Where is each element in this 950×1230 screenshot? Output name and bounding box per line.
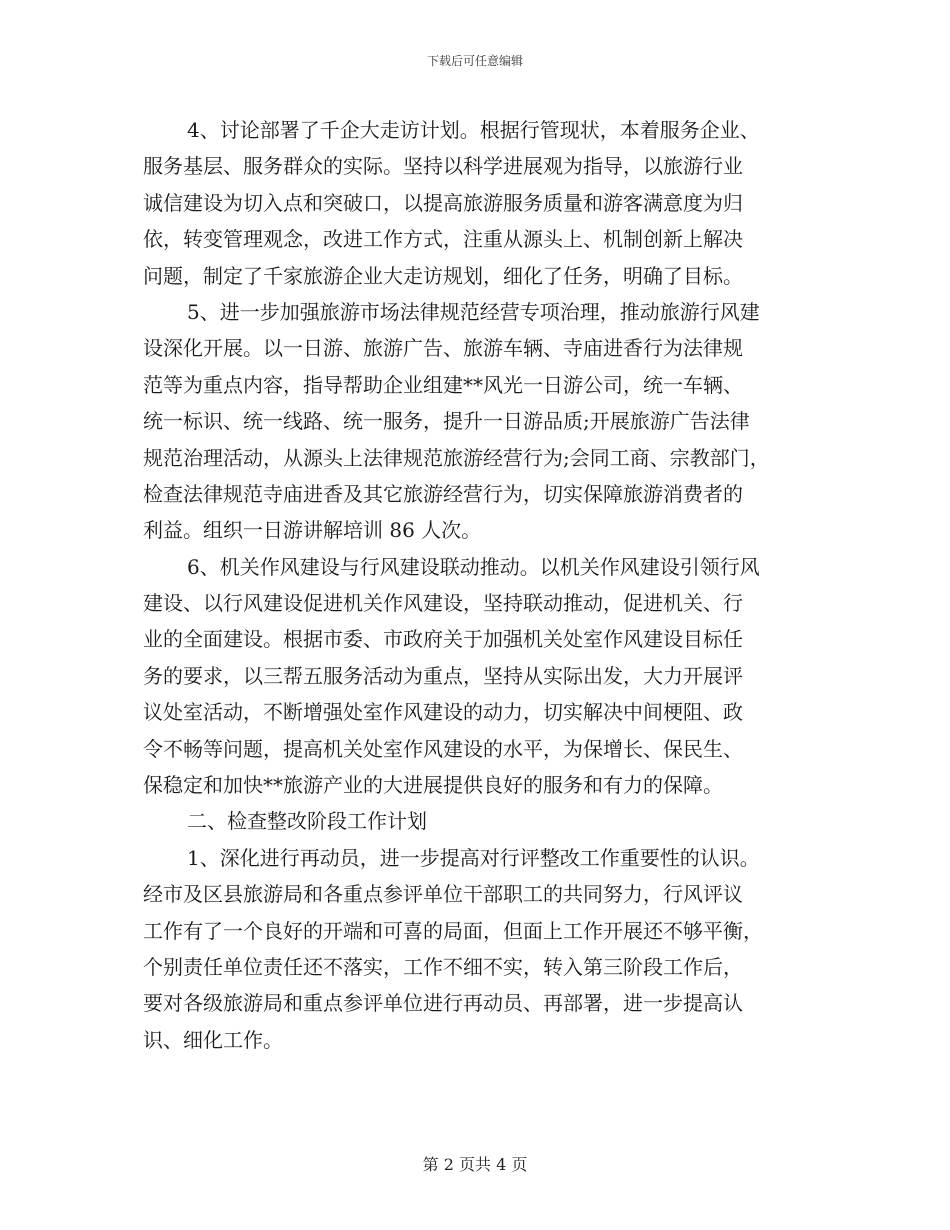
text-line: 1、深化进行再动员，进一步提高对行评整改工作重要性的认识。	[187, 845, 760, 870]
text-line: 保稳定和加快**旅游产业的大进展提供良好的服务和有力的保障。	[143, 773, 723, 798]
text-line: 二、检查整改阶段工作计划	[187, 809, 427, 834]
text-line: 令不畅等问题，提高机关处室作风建设的水平，为保增长、保民生、	[143, 736, 743, 761]
text-line: 工作有了一个良好的开端和可喜的局面，但面上工作开展还不够平衡，	[143, 918, 763, 943]
text-line: 诚信建设为切入点和突破口，以提高旅游服务质量和游客满意度为归	[143, 190, 743, 215]
page-header: 下载后可任意编辑	[426, 54, 523, 68]
text-line: 建设、以行风建设促进机关作风建设，坚持联动推动，促进机关、行	[143, 591, 743, 616]
text-line: 个别责任单位责任还不落实，工作不细不实，转入第三阶段工作后，	[143, 954, 743, 979]
text-line: 经市及区县旅游局和各重点参评单位干部职工的共同努力，行风评议	[143, 882, 743, 907]
text-line: 4、讨论部署了千企大走访计划。根据行管现状，本着服务企业、	[187, 118, 760, 142]
text-line: 务的要求，以三帮五服务活动为重点，坚持从实际出发，大力开展评	[143, 663, 743, 688]
text-line: 依，转变管理观念，改进工作方式，注重从源头上、机制创新上解决	[143, 227, 743, 252]
text-line: 6、机关作风建设与行风建设联动推动。以机关作风建设引领行风	[187, 554, 760, 579]
text-line: 设深化开展。以一日游、旅游广告、旅游车辆、寺庙进香行为法律规	[143, 336, 743, 361]
text-line: 利益。组织一日游讲解培训 86 人次。	[143, 518, 482, 543]
text-line: 问题，制定了千家旅游企业大走访规划，细化了任务，明确了目标。	[143, 263, 743, 288]
text-line: 统一标识、统一线路、统一服务，提升一日游品质;开展旅游广告法律	[143, 409, 750, 434]
text-line: 要对各级旅游局和重点参评单位进行再动员、再部署，进一步提高认	[143, 991, 743, 1016]
text-line: 服务基层、服务群众的实际。坚持以科学进展观为指导，以旅游行业	[143, 154, 743, 179]
text-line: 范等为重点内容，指导帮助企业组建**风光一日游公司，统一车辆、	[143, 372, 743, 397]
text-line: 业的全面建设。根据市委、市政府关于加强机关处室作风建设目标任	[143, 627, 743, 652]
text-line: 检查法律规范寺庙进香及其它旅游经营行为，切实保障旅游消费者的	[143, 481, 743, 506]
document-body	[143, 112, 813, 1058]
text-line: 识、细化工作。	[143, 1027, 283, 1052]
text-line: 议处室活动，不断增强处室作风建设的动力，切实解决中间梗阻、政	[143, 700, 743, 725]
page-footer: 第 2 页共 4 页	[422, 1155, 528, 1174]
text-line: 规范治理活动，从源头上法律规范旅游经营行为;会同工商、宗教部门，	[143, 445, 770, 470]
text-line: 5、进一步加强旅游市场法律规范经营专项治理，推动旅游行风建	[187, 299, 760, 324]
